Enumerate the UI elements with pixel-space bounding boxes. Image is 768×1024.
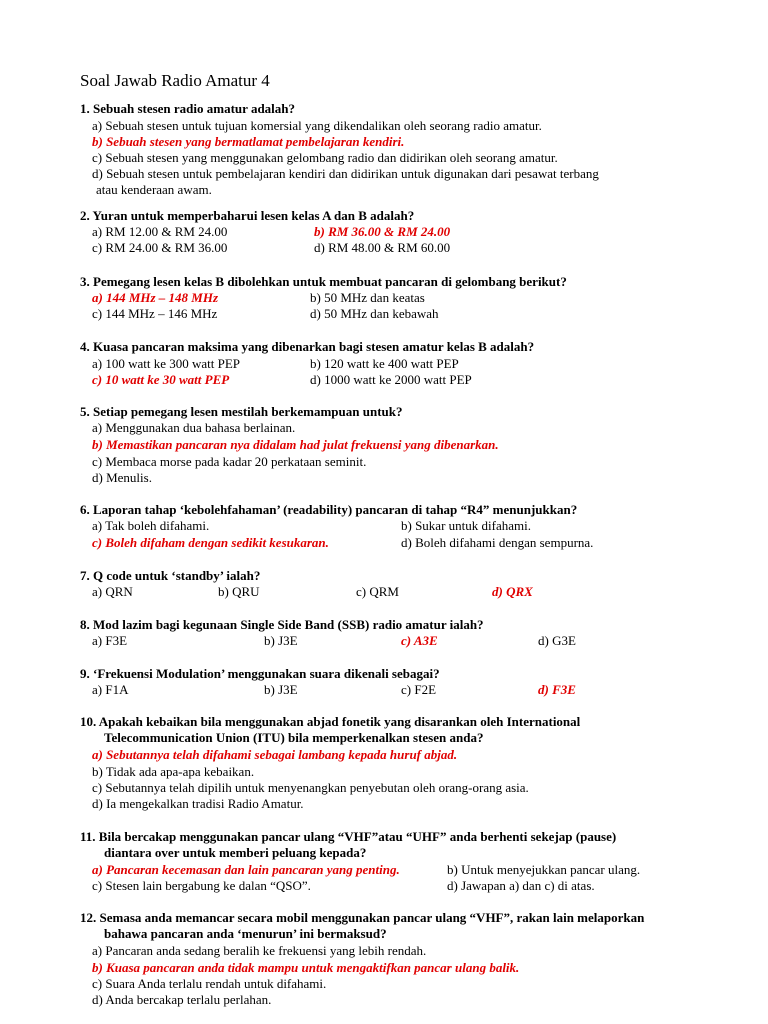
q9-option-d-answer: d) F3E [538,682,576,697]
q7-option-d-answer: d) QRX [492,584,533,599]
q10-option-a-answer: a) Sebutannya telah difahami sebagai lambang kepada huruf abjad. [92,747,458,762]
q10-option-b: b) Tidak ada apa-apa kebaikan. [92,764,255,779]
q9-option-c: c) F2E [401,682,437,697]
q1-option-d: d) Sebuah stesen untuk pembelajaran kendiri dan didirikan untuk digunakan dari pesawat terbang [92,166,599,181]
question-2: 2. Yuran untuk memperbaharui lesen kelas A dan B adalah? [80,208,415,223]
q9-option-a: a) F1A [92,682,129,697]
q6-option-d: d) Boleh difahami dengan sempurna. [401,535,594,550]
q5-option-a: a) Menggunakan dua bahasa berlainan. [92,420,296,435]
q7-option-c: c) QRM [356,584,399,599]
q11-option-d: d) Jawapan a) dan c) di atas. [447,878,595,893]
question-12: 12. Semasa anda memancar secara mobil menggunakan pancar ulang “VHF”, rakan lain melaporkan [80,910,645,925]
q2-option-b-answer: b) RM 36.00 & RM 24.00 [314,224,451,239]
q12-option-d: d) Anda bercakap terlalu perlahan. [92,992,272,1007]
q12-option-c: c) Suara Anda terlalu rendah untuk difahami. [92,976,327,991]
q2-option-d: d) RM 48.00 & RM 60.00 [314,240,451,255]
question-3: 3. Pemegang lesen kelas B dibolehkan untuk membuat pancaran di gelombang berikut? [80,274,567,289]
q8-option-b: b) J3E [264,633,298,648]
q10-option-d: d) Ia mengekalkan tradisi Radio Amatur. [92,796,304,811]
question-4: 4. Kuasa pancaran maksima yang dibenarkan bagi stesen amatur kelas B adalah? [80,339,535,354]
question-1: 1. Sebuah stesen radio amatur adalah? [80,101,296,116]
q7-option-b: b) QRU [218,584,260,599]
q4-option-a: a) 100 watt ke 300 watt PEP [92,356,241,371]
q3-option-d: d) 50 MHz dan kebawah [310,306,439,321]
question-11-continued: diantara over untuk memberi peluang kepada? [104,845,367,860]
q4-option-d: d) 1000 watt ke 2000 watt PEP [310,372,472,387]
question-10: 10. Apakah kebaikan bila menggunakan abjad fonetik yang disarankan oleh International [80,714,581,729]
q3-option-a-answer: a) 144 MHz – 148 MHz [92,290,219,305]
q7-option-a: a) QRN [92,584,133,599]
q4-option-b: b) 120 watt ke 400 watt PEP [310,356,459,371]
q11-option-c: c) Stesen lain bergabung ke dalan “QSO”. [92,878,311,893]
q12-option-a: a) Pancaran anda sedang beralih ke frekuensi yang lebih rendah. [92,943,427,958]
q5-option-c: c) Membaca morse pada kadar 20 perkataan seminit. [92,454,367,469]
q6-option-a: a) Tak boleh difahami. [92,518,210,533]
q1-option-b-answer: b) Sebuah stesen yang bermatlamat pembelajaran kendiri. [92,134,405,149]
question-5: 5. Setiap pemegang lesen mestilah berkemampuan untuk? [80,404,403,419]
q11-option-b: b) Untuk menyejukkan pancar ulang. [447,862,641,877]
q6-option-b: b) Sukar untuk difahami. [401,518,531,533]
q12-option-b-answer: b) Kuasa pancaran anda tidak mampu untuk mengaktifkan pancar ulang balik. [92,960,520,975]
question-10-continued: Telecommunication Union (ITU) bila memperkenalkan stesen anda? [104,730,484,745]
question-12-continued: bahawa pancaran anda ‘menurun’ ini bermaksud? [104,926,387,941]
q11-option-a-answer: a) Pancaran kecemasan dan lain pancaran yang penting. [92,862,400,877]
q2-option-c: c) RM 24.00 & RM 36.00 [92,240,228,255]
q3-option-c: c) 144 MHz – 146 MHz [92,306,218,321]
question-11: 11. Bila bercakap menggunakan pancar ulang “VHF”atau “UHF” anda berhenti sekejap (pause) [80,829,617,844]
q6-option-c-answer: c) Boleh difaham dengan sedikit kesukaran. [92,535,329,550]
q1-option-d-continued: atau kenderaan awam. [96,182,212,197]
question-7: 7. Q code untuk ‘standby’ ialah? [80,568,261,583]
q2-option-a: a) RM 12.00 & RM 24.00 [92,224,228,239]
page-title: Soal Jawab Radio Amatur 4 [80,71,270,90]
question-8: 8. Mod lazim bagi kegunaan Single Side Band (SSB) radio amatur ialah? [80,617,484,632]
q3-option-b: b) 50 MHz dan keatas [310,290,425,305]
q8-option-a: a) F3E [92,633,128,648]
question-9: 9. ‘Frekuensi Modulation’ menggunakan suara dikenali sebagai? [80,666,440,681]
q5-option-d: d) Menulis. [92,470,152,485]
q10-option-c: c) Sebutannya telah dipilih untuk menyenangkan penyebutan oleh orang-orang asia. [92,780,529,795]
q8-option-c-answer: c) A3E [401,633,438,648]
q5-option-b-answer: b) Memastikan pancaran nya didalam had julat frekuensi yang dibenarkan. [92,437,499,452]
q9-option-b: b) J3E [264,682,298,697]
q8-option-d: d) G3E [538,633,576,648]
q1-option-c: c) Sebuah stesen yang menggunakan gelombang radio dan didirikan oleh seorang amatur. [92,150,558,165]
question-6: 6. Laporan tahap ‘kebolehfahaman’ (readability) pancaran di tahap “R4” menunjukkan? [80,502,578,517]
q4-option-c-answer: c) 10 watt ke 30 watt PEP [92,372,230,387]
q1-option-a: a) Sebuah stesen untuk tujuan komersial yang dikendalikan oleh seorang radio amatur. [92,118,542,133]
